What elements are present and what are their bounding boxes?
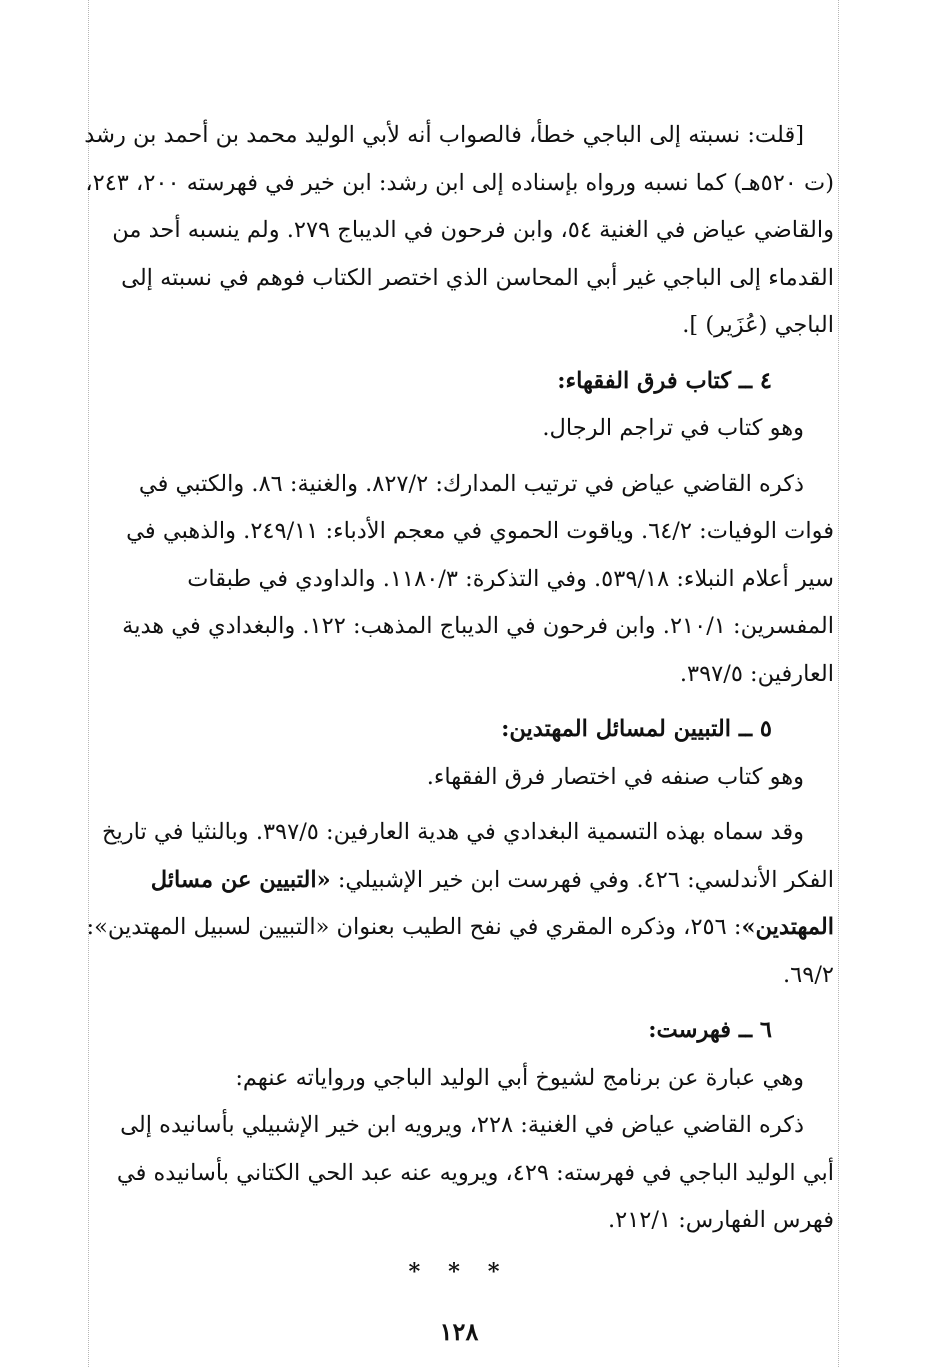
references-text: وقد سماه بهذه التسمية البغدادي في هدية العارفين: ٣٩٧/٥. وبالنثيا في تاريخ الفكر الأندلسي: ٤٢٦. وفي فهرست ابن خير الإشبيلي: [102, 819, 834, 893]
heading-fihrist: ٦ ــ فهرست: [648, 1017, 772, 1043]
description-paragraph: وهو كتاب صنفه في اختصار فرق الفقهاء. [426, 763, 804, 790]
references-paragraph: ذكره القاضي عياض في الغنية: ٢٢٨، ويرويه ابن خير الإشبيلي بأسانيده إلى أبي الوليد الباجي في فهرسته: ٤٢٩، ويرويه عنه عبد الحي الكتاني بأسانيده في فهرس الفهارس: ٢١٢/١. [116, 1112, 834, 1233]
section-separator: * * * [408, 1258, 510, 1285]
editor-note-paragraph: [قلت: نسبته إلى الباجي خطأ، فالصواب أنه لأبي الوليد محمد بن أحمد بن رشد (ت ٥٢٠هـ) كما نسبه ورواه بإسناده إلى ابن رشد: ابن خير في فهرسته ٢٠٠، ٢٤٣، والقاضي عياض في الغنية ٥٤، وابن فرحون في الديباج ٢٧٩. ولم ينسبه أحد من القدماء إلى الباجي غير أبي المحاسن الذي اختصر الكتاب فوهم في نسبته إلى الباجي (عُزَير) ]. [84, 122, 834, 338]
references-paragraph: ذكره القاضي عياض في ترتيب المدارك: ٨٢٧/٢. والغنية: ٨٦. والكتبي في فوات الوفيات: ٦٤/٢. وياقوت الحموي في معجم الأدباء: ٢٤٩/١١. والذهبي في سير أعلام النبلاء: ٥٣٩/١٨. وفي التذكرة: ١١٨٠/٣. والداودي في طبقات المفسرين: ٢١٠/١. وابن فرحون في الديباج المذهب: ١٢٢. والبغدادي في هدية العارفين: ٣٩٧/٥. [122, 470, 834, 687]
page-edge-right [838, 0, 839, 1367]
page-number: ١٢٨ [439, 1317, 479, 1346]
page-body [84, 112, 834, 1356]
heading-al-tabyin: ٥ ــ التبيين لمسائل المهتدين: [501, 716, 772, 742]
references-paragraph [84, 809, 834, 999]
bold-title-quote: «التبيين عن مسائل المهتدين» [150, 866, 834, 940]
description-paragraph: وهي عبارة عن برنامج لشيوخ أبي الوليد الباجي ورواياته عنهم: [235, 1064, 804, 1091]
heading-kitab-firaq-al-fuqaha: ٤ ــ كتاب فرق الفقهاء: [557, 367, 772, 394]
description-paragraph: وهو كتاب في تراجم الرجال. [542, 415, 804, 441]
references-text: : ٢٥٦، وذكره المقري في نفح الطيب بعنوان «التبيين لسبيل المهتدين»: ٦٩/٢. [86, 914, 834, 988]
